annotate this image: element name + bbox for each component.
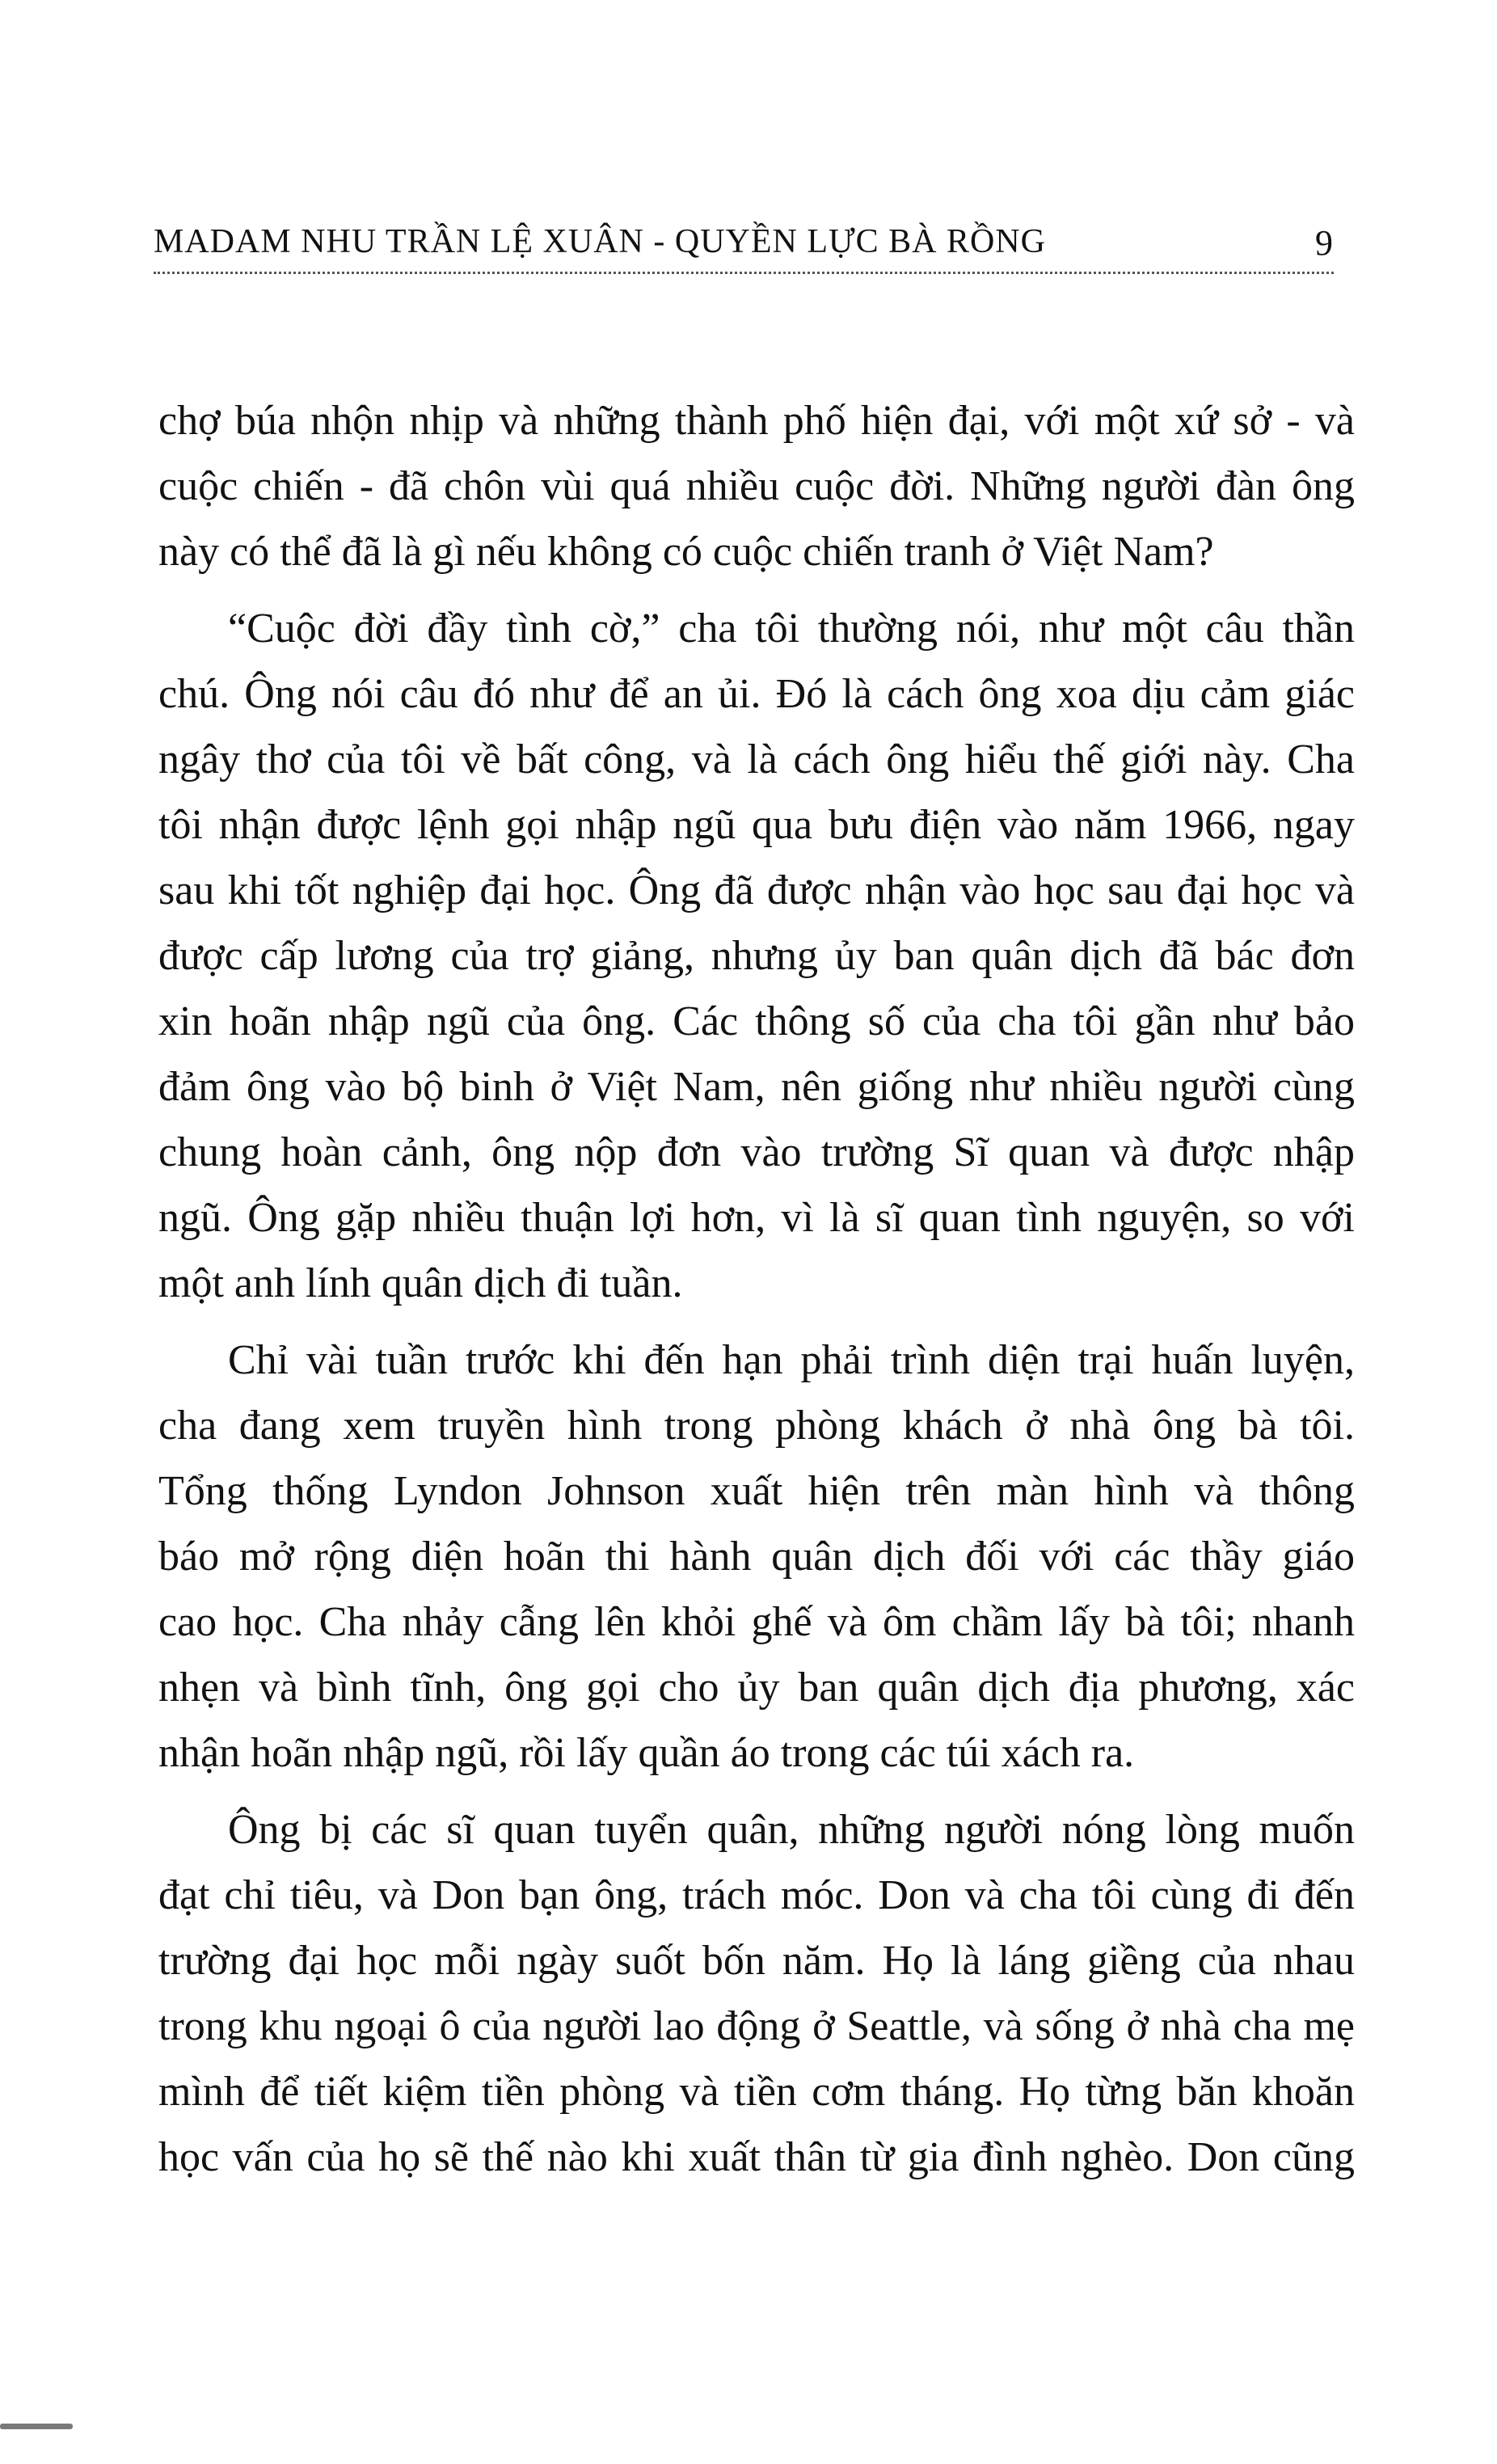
body-text [158,388,1355,2190]
text-line: được cấp lương của trợ giảng, nhưng ủy ban quân dịch đã bác đơn [158,933,1355,979]
paragraph [158,1797,1355,2190]
text-line: đảm ông vào bộ binh ở Việt Nam, nên giống như nhiều người cùng [158,1064,1355,1110]
text-line: một anh lính quân dịch đi tuần. [158,1260,683,1306]
text-line: xin hoãn nhập ngũ của ông. Các thông số của cha tôi gần như bảo [158,998,1355,1044]
text-line: mình để tiết kiệm tiền phòng và tiền cơm tháng. Họ từng băn khoăn [158,2069,1355,2115]
text-line: Ông bị các sĩ quan tuyển quân, những người nóng lòng muốn [228,1807,1355,1853]
scan-edge-mark [0,2424,73,2429]
text-line: chợ búa nhộn nhịp và những thành phố hiện đại, với một xứ sở - và [158,398,1355,444]
text-line: báo mở rộng diện hoãn thi hành quân dịch đối với các thầy giáo [158,1534,1355,1580]
text-line: đạt chỉ tiêu, và Don bạn ông, trách móc. Don và cha tôi cùng đi đến [158,1872,1355,1918]
paragraph [158,1327,1355,1786]
text-line: này có thể đã là gì nếu không có cuộc chiến tranh ở Việt Nam? [158,529,1214,575]
text-line: trong khu ngoại ô của người lao động ở Seattle, và sống ở nhà cha mẹ [158,2003,1355,2049]
paragraph [158,388,1355,584]
text-line: cao học. Cha nhảy cẫng lên khỏi ghế và ôm chầm lấy bà tôi; nhanh [158,1599,1355,1645]
text-line: cuộc chiến - đã chôn vùi quá nhiều cuộc đời. Những người đàn ông [158,463,1355,509]
text-line: cha đang xem truyền hình trong phòng khách ở nhà ông bà tôi. [158,1403,1355,1449]
text-line: chú. Ông nói câu đó như để an ủi. Đó là cách ông xoa dịu cảm giác [158,671,1355,717]
running-header [154,222,1334,271]
text-line: nhẹn và bình tĩnh, ông gọi cho ủy ban quân dịch địa phương, xác [158,1664,1355,1711]
page-number: 9 [1315,223,1334,263]
text-line: nhận hoãn nhập ngũ, rồi lấy quần áo trong các túi xách ra. [158,1730,1135,1776]
text-line: học vấn của họ sẽ thế nào khi xuất thân từ gia đình nghèo. Don cũng [158,2134,1355,2180]
text-line: tôi nhận được lệnh gọi nhập ngũ qua bưu điện vào năm 1966, ngay [158,802,1355,848]
text-line: Chỉ vài tuần trước khi đến hạn phải trình diện trại huấn luyện, [228,1337,1355,1383]
text-line: ngây thơ của tôi về bất công, và là cách ông hiểu thế giới này. Cha [158,736,1355,783]
text-line: trường đại học mỗi ngày suốt bốn năm. Họ là láng giềng của nhau [158,1938,1355,1984]
paragraph [158,596,1355,1316]
text-line: “Cuộc đời đầy tình cờ,” cha tôi thường nói, như một câu thần [228,605,1355,652]
text-line: chung hoàn cảnh, ông nộp đơn vào trường Sĩ quan và được nhập [158,1129,1355,1175]
running-header-title: MADAM NHU TRẦN LỆ XUÂN - QUYỀN LỰC BÀ RỒNG [154,223,1046,260]
text-line: Tổng thống Lyndon Johnson xuất hiện trên màn hình và thông [158,1468,1355,1514]
header-dotted-rule [154,272,1334,274]
text-line: ngũ. Ông gặp nhiều thuận lợi hơn, vì là sĩ quan tình nguyện, so với [158,1195,1355,1241]
text-line: sau khi tốt nghiệp đại học. Ông đã được nhận vào học sau đại học và [158,867,1355,913]
